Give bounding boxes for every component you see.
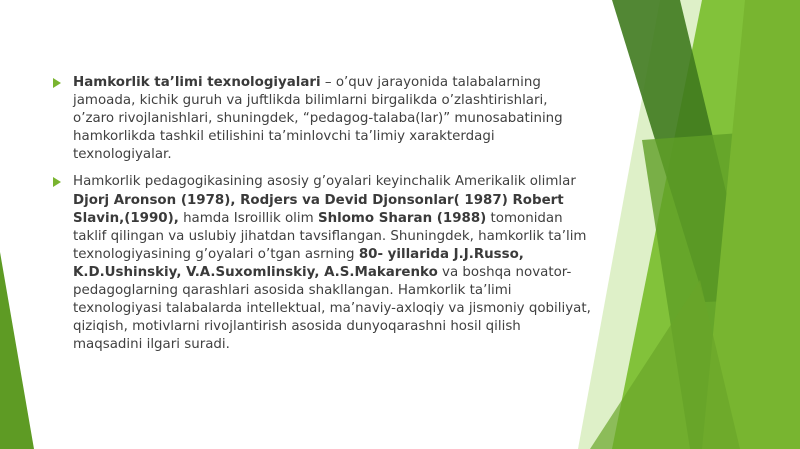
bold-text-run: Djorj Aronson (1978), Rodjers va Devid Djonsonlar( 1987) Robert Slavin,(1990), xyxy=(73,192,564,226)
bullet-paragraph xyxy=(52,173,592,354)
text-run: va boshqa novator-pedagoglarning qarashlari asosida shakllangan. Hamkorlik ta’limi texnologiyasi talabalarda intellektual, ma’naviy-axloqiy va jismoniy qobiliyat, qiziqish, motivlarni rivojlantirish asosida dunyoqarashni hosil qilish maqsadini ilgari suradi. xyxy=(73,264,591,353)
bold-text-run: 80- yillarida J.J.Russo, K.D.Ushinskiy, V.A.Suxomlinskiy, A.S.Makarenko xyxy=(73,246,524,280)
bold-text-run: Shlomo Sharan (1988) xyxy=(317,210,487,226)
text-run: tomonidan taklif qilingan va uslubiy jihatdan tavsiflangan. Shuningdek, hamkorlik ta’lim texnologiyasining g’oyalari o’tgan asrning xyxy=(73,210,587,262)
text-content xyxy=(52,74,592,363)
text-run: – o’quv jarayonida talabalarning jamoada, kichik guruh va juftlikda bilimlarni birgalikda o’zlashtirishlari, o’zaro rivojlanishlari, shuningdek, “pedagog-talaba(lar)” munosabatining hamkorlikda tashkil etilishini ta’minlovchi ta’limiy xarakterdagi texnologiyalar. xyxy=(73,75,563,163)
bullet-arrow-icon xyxy=(53,78,61,88)
text-run: hamda Isroillik olim xyxy=(178,210,318,226)
bullet-arrow-icon xyxy=(53,177,61,187)
bullet-paragraph xyxy=(52,74,592,164)
text-run: Hamkorlik pedagogikasining asosiy g’oyalari keyinchalik Amerikalik olimlar xyxy=(73,174,576,190)
bold-text-run: Hamkorlik ta’limi texnologiyalari xyxy=(73,75,321,90)
left-edge-strip xyxy=(0,252,34,449)
